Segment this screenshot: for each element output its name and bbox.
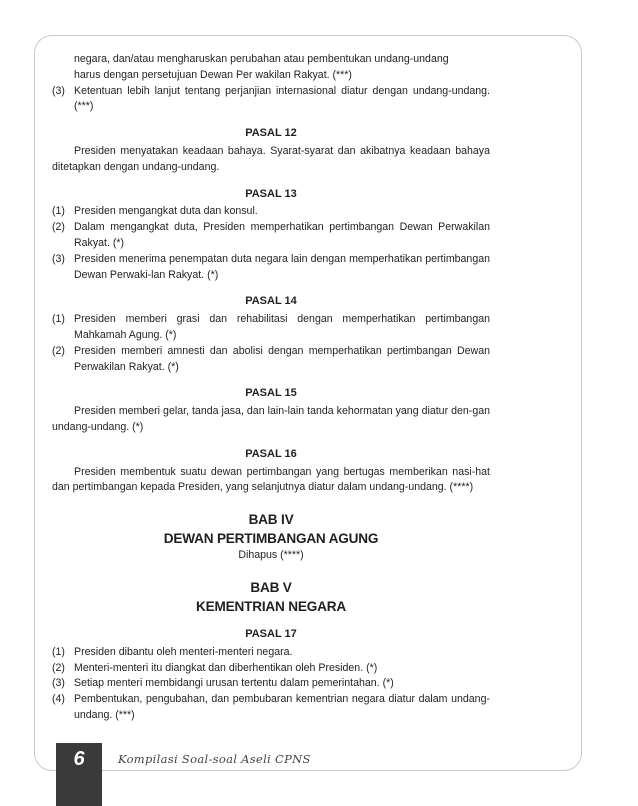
pasal-15-heading: PASAL 15 xyxy=(245,387,297,400)
document-body xyxy=(52,52,490,724)
book-title: Kompilasi Soal-soal Aseli CPNS xyxy=(118,752,311,766)
intro-line-2: harus dengan persetujuan Dewan Per wakilan Rakyat. (***) xyxy=(74,68,352,81)
list-item xyxy=(52,220,490,252)
item-text: Presiden dibantu oleh menteri-menteri negara. xyxy=(74,645,293,658)
item-text: Presiden memberi grasi dan rehabilitasi dengan memperhatikan pertimbangan Mahkamah Agung. (*) xyxy=(74,313,490,341)
item-number: (3) xyxy=(52,252,65,265)
pasal-15-text: Presiden memberi gelar, tanda jasa, dan lain-lain tanda kehormatan yang diatur den-gan undang-undang. (*) xyxy=(52,405,490,433)
list-item xyxy=(52,312,490,344)
bab-4-note: Dihapus (****) xyxy=(238,549,304,562)
item-number: (1) xyxy=(52,205,65,218)
list-item xyxy=(52,344,490,376)
bab-4-title: DEWAN PERTIMBANGAN AGUNG xyxy=(163,531,379,547)
item-number: (3) xyxy=(52,84,65,97)
list-item xyxy=(52,692,490,724)
item-number: (4) xyxy=(52,693,65,706)
pasal-13-heading: PASAL 13 xyxy=(245,187,297,200)
item-number: (2) xyxy=(52,661,65,674)
item-number: (2) xyxy=(52,221,65,234)
list-item xyxy=(52,645,490,661)
item-text: Menteri-menteri itu diangkat dan diberhentikan oleh Presiden. (*) xyxy=(74,661,378,674)
intro-line-1: negara, dan/atau mengharuskan perubahan atau pembentukan undang-undang xyxy=(74,53,449,65)
page-number: 6 xyxy=(73,748,85,770)
pasal-16-text: Presiden membentuk suatu dewan pertimbangan yang bertugas memberikan nasi-hat dan pertimbangan kepada Presiden, yang selanjutnya diatur dalam undang-undang. (****) xyxy=(52,465,490,494)
item-text: Dalam mengangkat duta, Presiden memperhatikan pertimbangan Dewan Perwakilan Rakyat. (*) xyxy=(74,221,490,249)
intro-continuation xyxy=(52,52,490,84)
item-number: (3) xyxy=(52,677,65,690)
item-number: (2) xyxy=(52,344,65,357)
item-text: Pembentukan, pengubahan, dan pembubaran kementrian negara diatur dalam undang-undang. (***) xyxy=(74,693,490,721)
bab-5-number: BAB V xyxy=(250,579,292,595)
item-number: (1) xyxy=(52,313,65,326)
pasal-12-heading: PASAL 12 xyxy=(245,127,297,140)
pasal-17-heading: PASAL 17 xyxy=(245,627,297,640)
list-item xyxy=(52,252,490,284)
pasal-14-heading: PASAL 14 xyxy=(245,295,297,308)
list-item xyxy=(52,676,490,692)
item-text: Presiden memberi amnesti dan abolisi dengan memperhatikan pertimbangan Dewan Perwakilan Rakyat. (*) xyxy=(74,344,490,373)
item-text: Presiden menerima penempatan duta negara lain dengan memperhatikan pertimbangan Dewan Perwaki-lan Rakyat. (*) xyxy=(74,252,490,281)
bab-4-number: BAB IV xyxy=(248,512,294,528)
pasal-12-text: Presiden menyatakan keadaan bahaya. Syarat-syarat dan akibatnya keadaan bahaya ditetapkan dengan undang-undang. xyxy=(52,144,490,173)
item-number: (1) xyxy=(52,645,65,658)
item-text: Presiden mengangkat duta dan konsul. xyxy=(74,205,258,218)
list-item xyxy=(52,204,490,220)
pasal-16-heading: PASAL 16 xyxy=(245,447,297,460)
item-text: Setiap menteri membidangi urusan tertentu dalam pemerintahan. (*) xyxy=(74,677,394,690)
item-text: Ketentuan lebih lanjut tentang perjanjian internasional diatur dengan undang-undang. (***) xyxy=(74,84,490,113)
list-item xyxy=(52,661,490,677)
list-item xyxy=(52,84,490,116)
bab-5-title: KEMENTRIAN NEGARA xyxy=(196,598,346,614)
